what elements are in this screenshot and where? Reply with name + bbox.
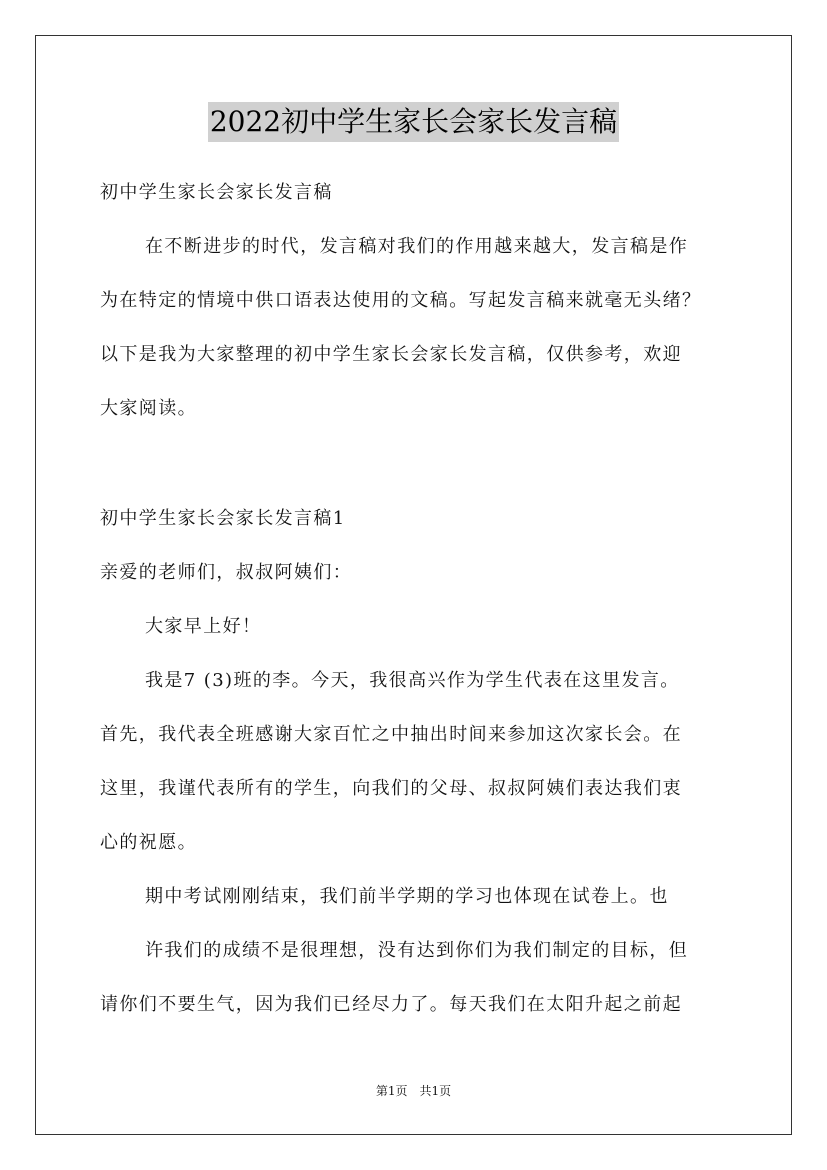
document-title-container: [0, 102, 827, 142]
document-title: 2022初中学生家长会家长发言稿: [208, 102, 619, 142]
paragraph-line: 请你们不要生气，因为我们已经尽力了。每天我们在太阳升起之前起: [100, 994, 682, 1015]
paragraph-line: 我是7 (3)班的李。今天，我很高兴作为学生代表在这里发言。: [145, 670, 680, 691]
paragraph-line: 心的祝愿。: [100, 832, 197, 853]
paragraph-line: 以下是我为大家整理的初中学生家长会家长发言稿，仅供参考，欢迎: [100, 344, 682, 365]
page-footer: 第1页 共1页: [375, 1084, 452, 1098]
paragraph-line: 首先，我代表全班感谢大家百忙之中抽出时间来参加这次家长会。在: [100, 724, 682, 745]
subtitle-line: 初中学生家长会家长发言稿: [100, 182, 333, 203]
paragraph-line: 这里，我谨代表所有的学生，向我们的父母、叔叔阿姨们表达我们衷: [100, 778, 682, 799]
greeting-line: 大家早上好！: [145, 616, 262, 637]
paragraph-line: 为在特定的情境中供口语表达使用的文稿。写起发言稿来就毫无头绪？: [100, 290, 702, 311]
paragraph-line: 期中考试刚刚结束，我们前半学期的学习也体现在试卷上。也: [145, 886, 669, 907]
paragraph-line: 在不断进步的时代，发言稿对我们的作用越来越大，发言稿是作: [145, 236, 689, 257]
salutation-line: 亲爱的老师们，叔叔阿姨们：: [100, 562, 353, 583]
paragraph-line: 大家阅读。: [100, 398, 197, 419]
paragraph-line: 许我们的成绩不是很理想，没有达到你们为我们制定的目标，但: [145, 940, 689, 961]
section-heading: 初中学生家长会家长发言稿1: [100, 508, 346, 529]
